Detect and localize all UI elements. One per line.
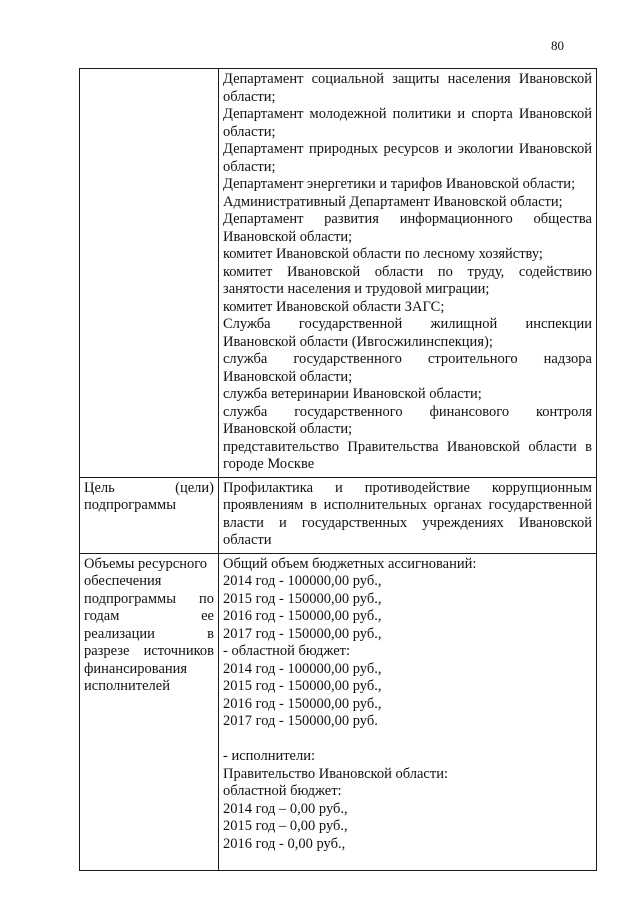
page-number: 80 <box>551 38 564 53</box>
goal-text: Профилактика и противодействие коррупционным проявлениям в исполнительных органах государственной власти и государственных учреждениях Ивановской области <box>223 479 592 548</box>
goal-text-cell <box>219 477 597 553</box>
list-item: служба ветеринарии Ивановской области; <box>223 386 482 402</box>
funding-value-cell <box>219 553 597 870</box>
funding-label-line: Объемы ресурсного <box>84 555 208 572</box>
funding-label-line: разрезе источников <box>84 643 214 659</box>
executors-value-cell <box>219 69 597 478</box>
list-item: Департамент природных ресурсов и экологии Ивановской области; <box>223 141 592 175</box>
list-item: служба государственного финансового контроля Ивановской области; <box>223 403 592 437</box>
list-item: Служба государственной жилищной инспекции Ивановской области (Ивгосжилинспекция); <box>223 316 592 350</box>
funding-label-cell <box>80 553 219 870</box>
funding-line: 2016 год - 150000,00 руб., <box>223 695 382 712</box>
goal-label-line: подпрограммы <box>84 497 176 513</box>
funding-line: 2015 год - 150000,00 руб., <box>223 590 382 607</box>
funding-label-line: обеспечения <box>84 573 162 589</box>
funding-line: 2015 год – 0,00 руб., <box>223 818 348 834</box>
list-item: комитет Ивановской области по лесному хозяйству; <box>223 246 543 262</box>
funding-line: Общий объем бюджетных ассигнований: <box>223 555 477 572</box>
funding-label-line: реализации в <box>84 625 214 642</box>
list-item: представительство Правительства Ивановской области в городе Москве <box>223 438 592 472</box>
funding-blank-line <box>223 731 592 749</box>
table-row-funding <box>80 553 597 870</box>
funding-line: 2014 год – 0,00 руб., <box>223 800 348 817</box>
table-row-goal <box>80 477 597 553</box>
list-item: Департамент молодежной политики и спорта Ивановской области; <box>223 106 592 140</box>
table-row-executors <box>80 69 597 478</box>
funding-line: 2017 год - 150000,00 руб. <box>223 713 378 729</box>
funding-label-line: исполнителей <box>84 678 170 694</box>
funding-line: 2014 год - 100000,00 руб., <box>223 573 382 589</box>
goal-label-cell <box>80 477 219 553</box>
funding-line: Правительство Ивановской области: <box>223 765 448 782</box>
funding-label-line: годам ее <box>84 608 214 624</box>
list-item: комитет Ивановской области ЗАГС; <box>223 298 445 315</box>
funding-line: - областной бюджет: <box>223 643 351 659</box>
list-item: служба государственного строительного надзора Ивановской области; <box>223 351 592 385</box>
funding-label-line: подпрограммы по <box>84 590 214 607</box>
funding-label-line: финансирования <box>84 660 188 677</box>
executors-label-cell <box>80 69 219 478</box>
funding-line: 2015 год - 150000,00 руб., <box>223 678 382 694</box>
list-item: Административный Департамент Ивановской области; <box>223 193 563 210</box>
funding-line: 2016 год - 0,00 руб., <box>223 835 346 852</box>
list-item: Департамент энергетики и тарифов Ивановской области; <box>223 176 576 192</box>
program-passport-table <box>79 68 597 871</box>
funding-line: 2014 год - 100000,00 руб., <box>223 660 382 677</box>
funding-line: 2017 год - 150000,00 руб., <box>223 625 382 642</box>
funding-line: - исполнители: <box>223 748 316 764</box>
goal-label-line: Цель (цели) <box>84 479 214 496</box>
funding-line: областной бюджет: <box>223 783 342 799</box>
list-item: Департамент социальной защиты населения Ивановской области; <box>223 71 592 105</box>
list-item: комитет Ивановской области по труду, содействию занятости населения и трудовой миграции; <box>223 263 592 297</box>
list-item: Департамент развития информационного общества Ивановской области; <box>223 211 592 245</box>
funding-line: 2016 год - 150000,00 руб., <box>223 608 382 624</box>
